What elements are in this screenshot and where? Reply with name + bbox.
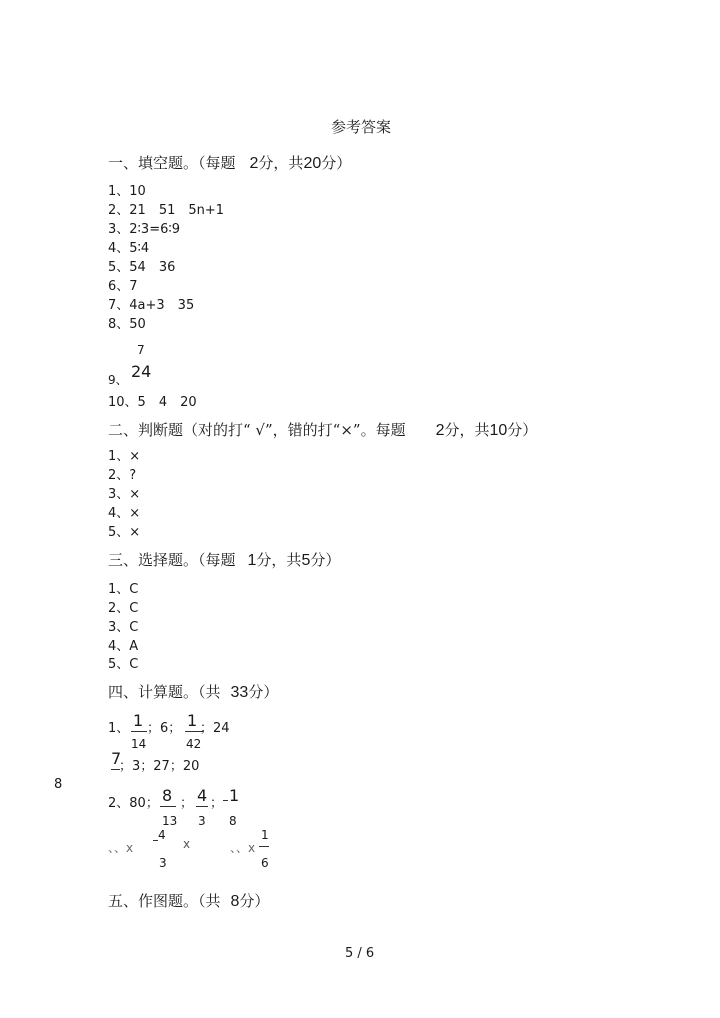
answer-1-2: 2、21 51 5n+1 bbox=[108, 203, 225, 218]
fraction-numerator: 1 bbox=[187, 711, 198, 730]
fraction-bar bbox=[196, 806, 208, 807]
points-per-item: 1 bbox=[247, 552, 257, 569]
points-per-item: 2 bbox=[249, 155, 259, 172]
points-per-item: 2 bbox=[435, 422, 445, 439]
fraction-bar bbox=[259, 846, 269, 847]
fraction-denominator: 24 bbox=[131, 362, 152, 381]
fraction-denominator: 14 bbox=[131, 737, 147, 751]
section-2-heading bbox=[108, 423, 537, 439]
answer-3-4: 4、A bbox=[108, 639, 139, 654]
answer-1-4: 4、5∶4 bbox=[108, 241, 150, 256]
heading-text: 二、判断题（对的打“ √”，错的打“×”。每题 bbox=[108, 421, 406, 439]
section-1-heading bbox=[108, 156, 351, 172]
fraction-numerator: 1 bbox=[229, 786, 240, 805]
answer-1-1: 1、10 bbox=[108, 184, 146, 199]
points-total: 10 bbox=[489, 422, 508, 439]
heading-text: 四、计算题。（共 bbox=[108, 683, 221, 701]
page-title: 参考答案 bbox=[331, 118, 392, 136]
section-3-heading bbox=[108, 553, 340, 569]
calc-1-label: 1、 bbox=[108, 721, 130, 736]
calc-1-tail: ；24 bbox=[200, 721, 230, 736]
answer-3-2: 2、C bbox=[108, 601, 139, 616]
heading-text: 分，共 bbox=[258, 154, 304, 172]
fraction-bar bbox=[223, 800, 228, 801]
calc-2-separator: ； bbox=[180, 796, 194, 811]
heading-text: 分） bbox=[239, 892, 270, 910]
answer-3-5: 5、C bbox=[108, 657, 139, 672]
answer-2-2: 2、? bbox=[108, 468, 137, 483]
points-total: 8 bbox=[230, 893, 240, 910]
heading-text: 分，共 bbox=[256, 551, 302, 569]
calc-2-mark: 、、x bbox=[108, 841, 134, 855]
fraction-numerator: 4 bbox=[158, 828, 166, 842]
calc-2-mark: 、、x bbox=[230, 841, 256, 855]
answer-1-3: 3、2∶3=6∶9 bbox=[108, 222, 181, 237]
heading-text: 一、填空题。（每题 bbox=[108, 154, 236, 172]
fraction-denominator: 3 bbox=[159, 856, 167, 870]
fraction-bar bbox=[131, 731, 147, 732]
fraction-bar bbox=[160, 806, 176, 807]
heading-text: 分） bbox=[321, 154, 352, 172]
answer-1-6: 6、7 bbox=[108, 279, 138, 294]
answer-2-1: 1、× bbox=[108, 449, 141, 464]
calc-2-label: 2、80； bbox=[108, 796, 159, 811]
answer-2-4: 4、× bbox=[108, 506, 141, 521]
heading-text: 分） bbox=[248, 683, 279, 701]
heading-text: 分） bbox=[507, 421, 538, 439]
heading-text: 三、选择题。（每题 bbox=[108, 551, 236, 569]
section-4-heading bbox=[108, 685, 278, 701]
answer-1-7: 7、4a+3 35 bbox=[108, 298, 195, 313]
answer-1-8: 8、50 bbox=[108, 317, 146, 332]
fraction-numerator: 7 bbox=[137, 343, 145, 357]
points-total: 33 bbox=[230, 684, 249, 701]
heading-text: 五、作图题。（共 bbox=[108, 892, 221, 910]
page-number: 5 / 6 bbox=[345, 946, 375, 961]
calc-1-separator: ；6； bbox=[147, 721, 182, 736]
fraction-numerator: 1 bbox=[133, 711, 144, 730]
section-5-heading bbox=[108, 894, 269, 910]
answer-1-5: 5、54 36 bbox=[108, 260, 176, 275]
points-total: 5 bbox=[301, 552, 311, 569]
fraction-denominator: 3 bbox=[198, 814, 206, 828]
calc-2-mark: x bbox=[183, 837, 191, 851]
fraction-denominator: 42 bbox=[186, 737, 202, 751]
fraction-numerator: 1 bbox=[261, 828, 269, 842]
answer-3-3: 3、C bbox=[108, 620, 139, 635]
fraction-numerator: 8 bbox=[162, 786, 173, 805]
answer-2-5: 5、× bbox=[108, 525, 141, 540]
fraction-denominator: 8 bbox=[229, 814, 237, 828]
margin-mark: 8 bbox=[54, 777, 63, 792]
fraction-numerator: 7 bbox=[111, 749, 122, 768]
points-total: 20 bbox=[303, 155, 322, 172]
fraction-denominator: 13 bbox=[162, 814, 178, 828]
answer-1-9-label: 9、 bbox=[108, 373, 128, 387]
fraction-denominator: 6 bbox=[261, 856, 269, 870]
fraction-numerator: 4 bbox=[197, 786, 208, 805]
heading-text: 分，共 bbox=[444, 421, 490, 439]
answer-2-3: 3、× bbox=[108, 487, 141, 502]
heading-text: 分） bbox=[310, 551, 341, 569]
calc-1-line2: ；3；27；20 bbox=[119, 759, 200, 774]
answer-3-1: 1、C bbox=[108, 582, 139, 597]
calc-2-separator: ； bbox=[210, 796, 224, 811]
answer-1-10: 10、5 4 20 bbox=[108, 395, 197, 410]
